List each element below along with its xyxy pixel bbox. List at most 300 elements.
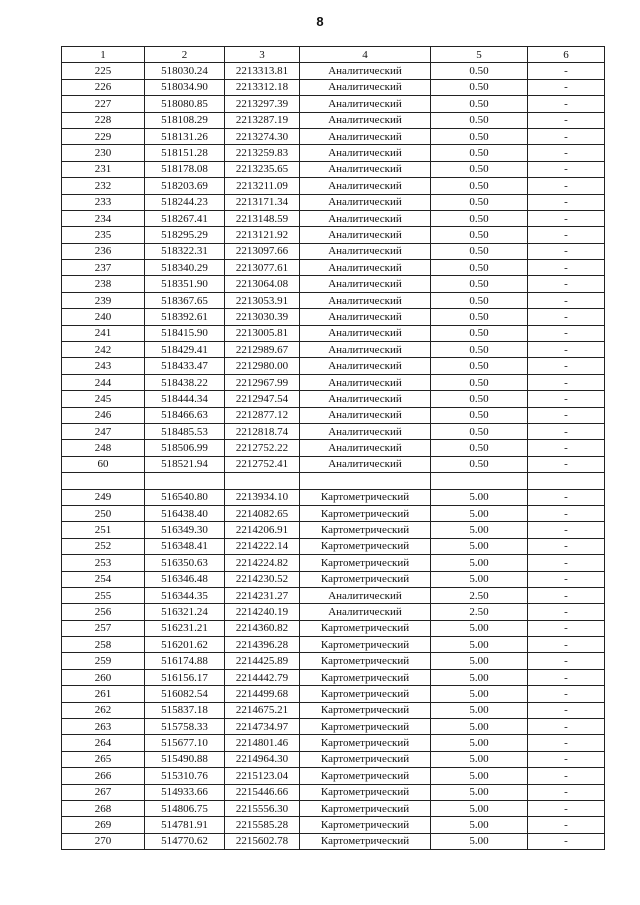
y-coordinate-cell: 2212752.41 — [225, 456, 300, 472]
x-coordinate-cell: 515310.76 — [145, 768, 225, 784]
accuracy-cell: 5.00 — [431, 571, 528, 587]
point-number-cell: 247 — [62, 423, 145, 439]
point-number-cell: 240 — [62, 309, 145, 325]
x-coordinate-cell — [145, 473, 225, 489]
point-number-cell: 256 — [62, 604, 145, 620]
y-coordinate-cell: 2215585.28 — [225, 817, 300, 833]
method-cell: Аналитический — [300, 456, 431, 472]
table-row — [62, 817, 605, 833]
point-number-cell: 255 — [62, 587, 145, 603]
x-coordinate-cell: 518267.41 — [145, 210, 225, 226]
method-cell: Аналитический — [300, 178, 431, 194]
table-row — [62, 751, 605, 767]
table-row — [62, 456, 605, 472]
method-cell: Аналитический — [300, 374, 431, 390]
y-coordinate-cell: 2214360.82 — [225, 620, 300, 636]
accuracy-cell: 0.50 — [431, 112, 528, 128]
y-coordinate-cell: 2213313.81 — [225, 63, 300, 79]
table-row — [62, 538, 605, 554]
accuracy-cell: 5.00 — [431, 538, 528, 554]
note-cell: - — [528, 79, 605, 95]
method-cell: Аналитический — [300, 358, 431, 374]
x-coordinate-cell: 518340.29 — [145, 260, 225, 276]
y-coordinate-cell: 2213121.92 — [225, 227, 300, 243]
x-coordinate-cell: 518521.94 — [145, 456, 225, 472]
point-number-cell: 251 — [62, 522, 145, 538]
x-coordinate-cell: 516082.54 — [145, 686, 225, 702]
y-coordinate-cell: 2212752.22 — [225, 440, 300, 456]
note-cell: - — [528, 702, 605, 718]
method-cell: Аналитический — [300, 342, 431, 358]
note-cell: - — [528, 309, 605, 325]
y-coordinate-cell: 2214801.46 — [225, 735, 300, 751]
note-cell: - — [528, 243, 605, 259]
point-number-cell: 249 — [62, 489, 145, 505]
method-cell: Аналитический — [300, 309, 431, 325]
accuracy-cell: 0.50 — [431, 325, 528, 341]
note-cell: - — [528, 423, 605, 439]
method-cell: Аналитический — [300, 96, 431, 112]
note-cell: - — [528, 555, 605, 571]
table-row — [62, 358, 605, 374]
point-number-cell: 231 — [62, 161, 145, 177]
point-number-cell: 233 — [62, 194, 145, 210]
accuracy-cell: 5.00 — [431, 686, 528, 702]
accuracy-cell: 0.50 — [431, 227, 528, 243]
method-cell: Картометрический — [300, 571, 431, 587]
x-coordinate-cell: 515837.18 — [145, 702, 225, 718]
method-cell: Аналитический — [300, 79, 431, 95]
accuracy-cell: 5.00 — [431, 768, 528, 784]
method-cell: Картометрический — [300, 735, 431, 751]
method-cell: Картометрический — [300, 669, 431, 685]
note-cell: - — [528, 522, 605, 538]
y-coordinate-cell: 2214206.91 — [225, 522, 300, 538]
accuracy-cell: 0.50 — [431, 178, 528, 194]
point-number-cell: 266 — [62, 768, 145, 784]
table-row — [62, 79, 605, 95]
x-coordinate-cell: 518392.61 — [145, 309, 225, 325]
point-number-cell: 257 — [62, 620, 145, 636]
x-coordinate-cell: 516346.48 — [145, 571, 225, 587]
point-number-cell: 229 — [62, 128, 145, 144]
note-cell: - — [528, 784, 605, 800]
accuracy-cell: 0.50 — [431, 391, 528, 407]
y-coordinate-cell: 2213297.39 — [225, 96, 300, 112]
x-coordinate-cell: 516344.35 — [145, 587, 225, 603]
method-cell: Аналитический — [300, 391, 431, 407]
x-coordinate-cell: 515758.33 — [145, 719, 225, 735]
point-number-cell: 234 — [62, 210, 145, 226]
accuracy-cell: 0.50 — [431, 407, 528, 423]
x-coordinate-cell: 516174.88 — [145, 653, 225, 669]
x-coordinate-cell: 515677.10 — [145, 735, 225, 751]
point-number-cell: 246 — [62, 407, 145, 423]
note-cell: - — [528, 719, 605, 735]
table-row — [62, 325, 605, 341]
page-number: 8 — [316, 14, 324, 29]
x-coordinate-cell: 516156.17 — [145, 669, 225, 685]
point-number-cell: 265 — [62, 751, 145, 767]
note-cell: - — [528, 620, 605, 636]
accuracy-cell: 2.50 — [431, 587, 528, 603]
point-number-cell: 264 — [62, 735, 145, 751]
column-header: 3 — [225, 47, 300, 63]
x-coordinate-cell: 518151.28 — [145, 145, 225, 161]
y-coordinate-cell: 2215123.04 — [225, 768, 300, 784]
method-cell: Аналитический — [300, 194, 431, 210]
table-row — [62, 604, 605, 620]
accuracy-cell: 5.00 — [431, 555, 528, 571]
y-coordinate-cell: 2212947.54 — [225, 391, 300, 407]
y-coordinate-cell: 2214734.97 — [225, 719, 300, 735]
y-coordinate-cell: 2214230.52 — [225, 571, 300, 587]
method-cell: Картометрический — [300, 686, 431, 702]
x-coordinate-cell: 515490.88 — [145, 751, 225, 767]
point-number-cell: 248 — [62, 440, 145, 456]
method-cell: Картометрический — [300, 719, 431, 735]
point-number-cell: 268 — [62, 800, 145, 816]
x-coordinate-cell: 518030.24 — [145, 63, 225, 79]
x-coordinate-cell: 518131.26 — [145, 128, 225, 144]
point-number-cell: 267 — [62, 784, 145, 800]
note-cell: - — [528, 112, 605, 128]
x-coordinate-cell: 518485.53 — [145, 423, 225, 439]
accuracy-cell — [431, 473, 528, 489]
method-cell: Аналитический — [300, 276, 431, 292]
method-cell: Аналитический — [300, 440, 431, 456]
y-coordinate-cell: 2214224.82 — [225, 555, 300, 571]
point-number-cell — [62, 473, 145, 489]
x-coordinate-cell: 518506.99 — [145, 440, 225, 456]
table-body — [62, 63, 605, 850]
table-row — [62, 555, 605, 571]
accuracy-cell: 0.50 — [431, 79, 528, 95]
table-row — [62, 440, 605, 456]
y-coordinate-cell: 2212980.00 — [225, 358, 300, 374]
x-coordinate-cell: 516348.41 — [145, 538, 225, 554]
method-cell: Картометрический — [300, 489, 431, 505]
table-row — [62, 768, 605, 784]
table-row — [62, 194, 605, 210]
note-cell: - — [528, 128, 605, 144]
x-coordinate-cell: 516231.21 — [145, 620, 225, 636]
method-cell: Аналитический — [300, 112, 431, 128]
column-header: 6 — [528, 47, 605, 63]
point-number-cell: 232 — [62, 178, 145, 194]
point-number-cell: 226 — [62, 79, 145, 95]
note-cell: - — [528, 800, 605, 816]
y-coordinate-cell: 2214964.30 — [225, 751, 300, 767]
method-cell: Картометрический — [300, 620, 431, 636]
table-row — [62, 342, 605, 358]
y-coordinate-cell: 2214675.21 — [225, 702, 300, 718]
method-cell: Картометрический — [300, 702, 431, 718]
accuracy-cell: 5.00 — [431, 669, 528, 685]
note-cell: - — [528, 194, 605, 210]
method-cell: Картометрический — [300, 768, 431, 784]
point-number-cell: 237 — [62, 260, 145, 276]
accuracy-cell: 5.00 — [431, 784, 528, 800]
table-row — [62, 243, 605, 259]
y-coordinate-cell: 2212989.67 — [225, 342, 300, 358]
accuracy-cell: 5.00 — [431, 833, 528, 849]
table-row — [62, 735, 605, 751]
note-cell: - — [528, 587, 605, 603]
point-number-cell: 244 — [62, 374, 145, 390]
x-coordinate-cell: 514781.91 — [145, 817, 225, 833]
x-coordinate-cell: 518433.47 — [145, 358, 225, 374]
method-cell: Аналитический — [300, 243, 431, 259]
table-row — [62, 587, 605, 603]
accuracy-cell: 5.00 — [431, 800, 528, 816]
point-number-cell: 260 — [62, 669, 145, 685]
note-cell: - — [528, 538, 605, 554]
method-cell — [300, 473, 431, 489]
method-cell: Картометрический — [300, 800, 431, 816]
point-number-cell: 230 — [62, 145, 145, 161]
method-cell: Картометрический — [300, 784, 431, 800]
point-number-cell: 261 — [62, 686, 145, 702]
y-coordinate-cell: 2213148.59 — [225, 210, 300, 226]
method-cell: Аналитический — [300, 604, 431, 620]
method-cell: Картометрический — [300, 817, 431, 833]
method-cell: Аналитический — [300, 63, 431, 79]
point-number-cell: 225 — [62, 63, 145, 79]
x-coordinate-cell: 518203.69 — [145, 178, 225, 194]
y-coordinate-cell: 2213211.09 — [225, 178, 300, 194]
table-row — [62, 784, 605, 800]
column-header: 2 — [145, 47, 225, 63]
x-coordinate-cell: 518429.41 — [145, 342, 225, 358]
note-cell: - — [528, 325, 605, 341]
x-coordinate-cell: 516201.62 — [145, 637, 225, 653]
accuracy-cell: 0.50 — [431, 309, 528, 325]
method-cell: Аналитический — [300, 128, 431, 144]
table-row — [62, 719, 605, 735]
point-number-cell: 250 — [62, 505, 145, 521]
note-cell: - — [528, 751, 605, 767]
column-header: 5 — [431, 47, 528, 63]
note-cell: - — [528, 489, 605, 505]
method-cell: Картометрический — [300, 637, 431, 653]
table-row — [62, 686, 605, 702]
note-cell: - — [528, 407, 605, 423]
point-number-cell: 269 — [62, 817, 145, 833]
table-row — [62, 800, 605, 816]
point-number-cell: 253 — [62, 555, 145, 571]
method-cell: Картометрический — [300, 505, 431, 521]
x-coordinate-cell: 518466.63 — [145, 407, 225, 423]
method-cell: Картометрический — [300, 538, 431, 554]
note-cell: - — [528, 735, 605, 751]
x-coordinate-cell: 518367.65 — [145, 292, 225, 308]
accuracy-cell: 0.50 — [431, 243, 528, 259]
note-cell: - — [528, 571, 605, 587]
point-number-cell: 243 — [62, 358, 145, 374]
x-coordinate-cell: 516540.80 — [145, 489, 225, 505]
y-coordinate-cell: 2214425.89 — [225, 653, 300, 669]
note-cell: - — [528, 260, 605, 276]
note-cell: - — [528, 358, 605, 374]
table-row — [62, 702, 605, 718]
y-coordinate-cell: 2213274.30 — [225, 128, 300, 144]
accuracy-cell: 0.50 — [431, 63, 528, 79]
method-cell: Аналитический — [300, 210, 431, 226]
accuracy-cell: 5.00 — [431, 489, 528, 505]
x-coordinate-cell: 518322.31 — [145, 243, 225, 259]
method-cell: Аналитический — [300, 161, 431, 177]
table-row — [62, 637, 605, 653]
point-number-cell: 252 — [62, 538, 145, 554]
accuracy-cell: 0.50 — [431, 194, 528, 210]
table-row — [62, 407, 605, 423]
note-cell: - — [528, 505, 605, 521]
y-coordinate-cell: 2213259.83 — [225, 145, 300, 161]
table-row — [62, 276, 605, 292]
table-row — [62, 227, 605, 243]
y-coordinate-cell: 2213312.18 — [225, 79, 300, 95]
y-coordinate-cell: 2214240.19 — [225, 604, 300, 620]
y-coordinate-cell: 2214231.27 — [225, 587, 300, 603]
note-cell: - — [528, 637, 605, 653]
y-coordinate-cell: 2214082.65 — [225, 505, 300, 521]
accuracy-cell: 5.00 — [431, 620, 528, 636]
accuracy-cell: 5.00 — [431, 637, 528, 653]
table-row — [62, 669, 605, 685]
accuracy-cell: 5.00 — [431, 522, 528, 538]
note-cell: - — [528, 686, 605, 702]
accuracy-cell: 0.50 — [431, 440, 528, 456]
point-number-cell: 270 — [62, 833, 145, 849]
accuracy-cell: 5.00 — [431, 719, 528, 735]
y-coordinate-cell: 2213077.61 — [225, 260, 300, 276]
y-coordinate-cell: 2214396.28 — [225, 637, 300, 653]
table-header-row — [62, 47, 605, 63]
accuracy-cell: 0.50 — [431, 456, 528, 472]
y-coordinate-cell: 2214222.14 — [225, 538, 300, 554]
method-cell: Картометрический — [300, 833, 431, 849]
note-cell: - — [528, 227, 605, 243]
method-cell: Аналитический — [300, 407, 431, 423]
table-row — [62, 833, 605, 849]
y-coordinate-cell: 2213171.34 — [225, 194, 300, 210]
note-cell: - — [528, 440, 605, 456]
y-coordinate-cell: 2215446.66 — [225, 784, 300, 800]
table-row — [62, 178, 605, 194]
point-number-cell: 241 — [62, 325, 145, 341]
column-header: 1 — [62, 47, 145, 63]
note-cell: - — [528, 653, 605, 669]
note-cell: - — [528, 817, 605, 833]
table-row — [62, 161, 605, 177]
accuracy-cell: 5.00 — [431, 505, 528, 521]
point-number-cell: 235 — [62, 227, 145, 243]
point-number-cell: 258 — [62, 637, 145, 653]
y-coordinate-cell: 2212818.74 — [225, 423, 300, 439]
method-cell: Аналитический — [300, 227, 431, 243]
note-cell: - — [528, 768, 605, 784]
accuracy-cell: 0.50 — [431, 210, 528, 226]
y-coordinate-cell: 2213005.81 — [225, 325, 300, 341]
point-number-cell: 245 — [62, 391, 145, 407]
table-row — [62, 505, 605, 521]
table-row — [62, 374, 605, 390]
note-cell: - — [528, 292, 605, 308]
x-coordinate-cell: 516321.24 — [145, 604, 225, 620]
note-cell: - — [528, 145, 605, 161]
x-coordinate-cell: 518351.90 — [145, 276, 225, 292]
x-coordinate-cell: 518415.90 — [145, 325, 225, 341]
table-row — [62, 260, 605, 276]
table-row — [62, 309, 605, 325]
point-number-cell: 239 — [62, 292, 145, 308]
accuracy-cell: 0.50 — [431, 292, 528, 308]
y-coordinate-cell: 2214499.68 — [225, 686, 300, 702]
accuracy-cell: 5.00 — [431, 735, 528, 751]
table-row — [62, 128, 605, 144]
y-coordinate-cell: 2215556.30 — [225, 800, 300, 816]
table-row — [62, 522, 605, 538]
accuracy-cell: 2.50 — [431, 604, 528, 620]
x-coordinate-cell: 514806.75 — [145, 800, 225, 816]
table-row — [62, 473, 605, 489]
point-number-cell: 228 — [62, 112, 145, 128]
note-cell: - — [528, 276, 605, 292]
note-cell: - — [528, 604, 605, 620]
note-cell: - — [528, 96, 605, 112]
x-coordinate-cell: 518108.29 — [145, 112, 225, 128]
table-row — [62, 653, 605, 669]
note-cell: - — [528, 456, 605, 472]
y-coordinate-cell: 2214442.79 — [225, 669, 300, 685]
accuracy-cell: 0.50 — [431, 423, 528, 439]
method-cell: Аналитический — [300, 145, 431, 161]
table-row — [62, 489, 605, 505]
y-coordinate-cell: 2213030.39 — [225, 309, 300, 325]
method-cell: Аналитический — [300, 292, 431, 308]
method-cell: Аналитический — [300, 325, 431, 341]
column-header: 4 — [300, 47, 431, 63]
note-cell: - — [528, 342, 605, 358]
note-cell: - — [528, 178, 605, 194]
point-number-cell: 238 — [62, 276, 145, 292]
accuracy-cell: 0.50 — [431, 342, 528, 358]
note-cell: - — [528, 161, 605, 177]
x-coordinate-cell: 514933.66 — [145, 784, 225, 800]
point-number-cell: 242 — [62, 342, 145, 358]
y-coordinate-cell: 2212877.12 — [225, 407, 300, 423]
x-coordinate-cell: 518034.90 — [145, 79, 225, 95]
table-row — [62, 391, 605, 407]
y-coordinate-cell: 2213287.19 — [225, 112, 300, 128]
note-cell: - — [528, 391, 605, 407]
y-coordinate-cell: 2213053.91 — [225, 292, 300, 308]
accuracy-cell: 0.50 — [431, 260, 528, 276]
table-row — [62, 96, 605, 112]
accuracy-cell: 5.00 — [431, 702, 528, 718]
accuracy-cell: 0.50 — [431, 276, 528, 292]
method-cell: Картометрический — [300, 555, 431, 571]
x-coordinate-cell: 518295.29 — [145, 227, 225, 243]
x-coordinate-cell: 518080.85 — [145, 96, 225, 112]
y-coordinate-cell — [225, 473, 300, 489]
table-row — [62, 210, 605, 226]
point-number-cell: 259 — [62, 653, 145, 669]
note-cell: - — [528, 374, 605, 390]
note-cell: - — [528, 210, 605, 226]
table-row — [62, 571, 605, 587]
